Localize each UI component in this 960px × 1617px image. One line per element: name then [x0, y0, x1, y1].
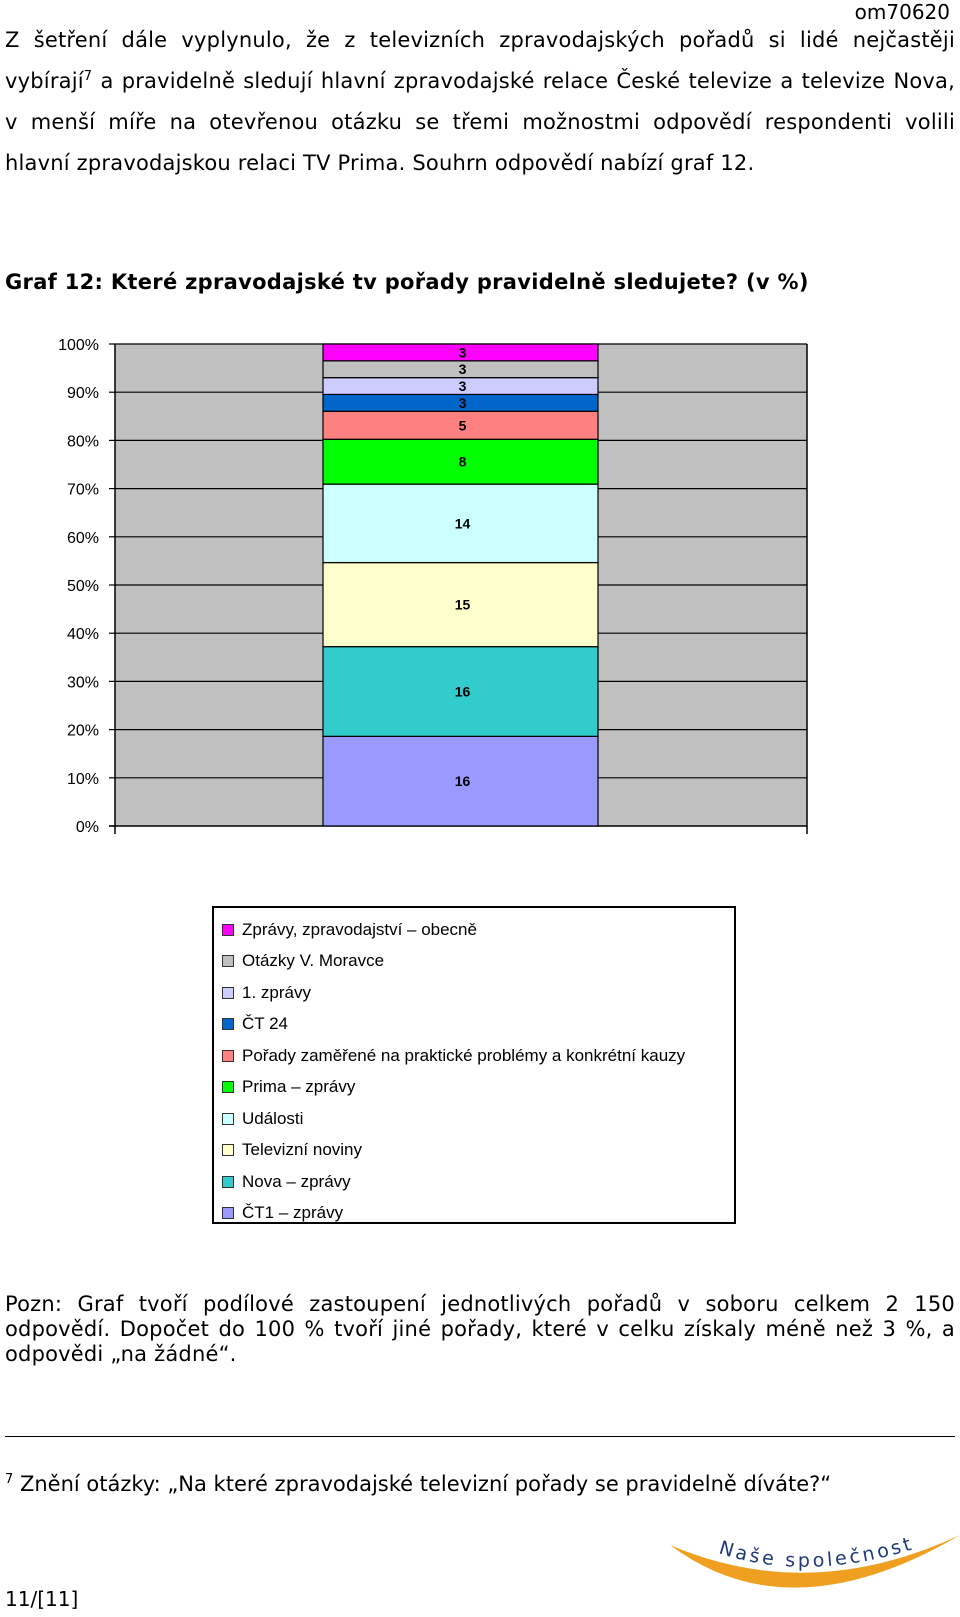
- chart-data-label: 3: [458, 378, 467, 395]
- chart-note: Pozn: Graf tvoří podílové zastoupení jednotlivých pořadů v soboru celkem 2 150 odpovědí. Dopočet do 100 % tvoří jiné pořady, které v celku získaly méně než 3 %, a odpovědi „na žádné“.: [5, 1292, 955, 1366]
- chart-legend: [212, 906, 736, 1224]
- legend-item: [214, 1166, 734, 1198]
- footnote-divider: [5, 1436, 955, 1437]
- chart-y-tick-label: 50%: [66, 578, 99, 595]
- legend-label: Události: [242, 1108, 304, 1128]
- chart-y-tick-label: 60%: [66, 529, 99, 547]
- footnote-number: 7: [5, 1472, 14, 1487]
- legend-swatch: [222, 1144, 234, 1156]
- legend-swatch: [222, 1176, 234, 1188]
- chart-y-tick-label: 20%: [66, 722, 99, 740]
- legend-item: [214, 1103, 734, 1135]
- stacked-bar-chart: [40, 335, 830, 850]
- legend-label: Prima – zprávy: [242, 1077, 356, 1097]
- logo-text: Naše společnost: [716, 1532, 917, 1572]
- legend-item: [214, 1198, 734, 1230]
- footnote-text: Znění otázky: „Na které zpravodajské televizní pořady se pravidelně díváte?“: [13, 1472, 832, 1496]
- chart-y-tick-label: 100%: [58, 337, 99, 354]
- chart-data-label: 8: [458, 453, 467, 470]
- legend-swatch: [222, 1018, 234, 1030]
- graph-title-text: Graf 12: Které zpravodajské tv pořady pravidelně sledujete?: [5, 270, 739, 294]
- chart-y-tick-label: 70%: [66, 481, 99, 499]
- body-paragraph: [5, 20, 955, 184]
- legend-label: ČT1 – zprávy: [242, 1203, 344, 1223]
- legend-item: [214, 946, 734, 978]
- chart-data-label: 3: [458, 361, 467, 378]
- chart-data-label: 3: [458, 394, 467, 411]
- legend-item: [214, 914, 734, 946]
- legend-swatch: [222, 1050, 234, 1062]
- chart-data-label: 5: [458, 417, 467, 434]
- chart-data-label: 16: [454, 773, 471, 790]
- chart-data-label: 15: [454, 596, 471, 613]
- chart-y-tick-label: 30%: [66, 674, 99, 692]
- legend-item: [214, 1072, 734, 1104]
- chart-y-tick-label: 10%: [66, 770, 99, 788]
- chart-y-tick-label: 80%: [66, 433, 99, 451]
- legend-item: [214, 1009, 734, 1041]
- chart-data-label: 14: [454, 515, 471, 532]
- legend-label: Zprávy, zpravodajství – obecně: [242, 919, 477, 939]
- legend-label: Otázky V. Moravce: [242, 951, 385, 971]
- chart-data-label: 3: [458, 344, 467, 361]
- chart-data-label: 16: [454, 683, 471, 700]
- page-number: 11/[11]: [5, 1587, 79, 1611]
- legend-label: Nova – zprávy: [242, 1171, 351, 1191]
- legend-item: [214, 977, 734, 1009]
- legend-swatch: [222, 1113, 234, 1125]
- legend-swatch: [222, 1081, 234, 1093]
- legend-swatch: [222, 924, 234, 936]
- graph-title-unit: (v %): [738, 270, 809, 294]
- legend-swatch: [222, 955, 234, 967]
- legend-item: [214, 1135, 734, 1167]
- legend-label: Pořady zaměřené na praktické problémy a konkrétní kauzy: [242, 1045, 686, 1065]
- chart-y-tick-label: 0%: [75, 819, 99, 836]
- legend-item: [214, 1040, 734, 1072]
- legend-label: Televizní noviny: [242, 1140, 363, 1160]
- graph-title: [5, 270, 809, 294]
- document-id: om70620: [854, 0, 950, 24]
- legend-swatch: [222, 1207, 234, 1219]
- nase-spolecnost-logo: [670, 1525, 960, 1617]
- legend-swatch: [222, 987, 234, 999]
- paragraph-part-1: Z šetření dále vyplynulo, že z televizních zpravodajských pořadů si lidé nejčastěji vybírají: [5, 28, 955, 93]
- footnote-reference: 7: [83, 69, 93, 84]
- paragraph-part-2: a pravidelně sledují hlavní zpravodajské relace České televize a televize Nova, v menší míře na otevřenou otázku se třemi možnostmi odpovědí respondenti volili hlavní zpravodajskou relaci TV Prima. Souhrn odpovědí nabízí graf 12.: [5, 69, 955, 175]
- chart-y-tick-label: 90%: [66, 385, 99, 403]
- footnote: [5, 1472, 831, 1496]
- legend-label: ČT 24: [242, 1014, 288, 1034]
- chart-y-tick-label: 40%: [66, 626, 99, 644]
- legend-label: 1. zprávy: [242, 982, 311, 1002]
